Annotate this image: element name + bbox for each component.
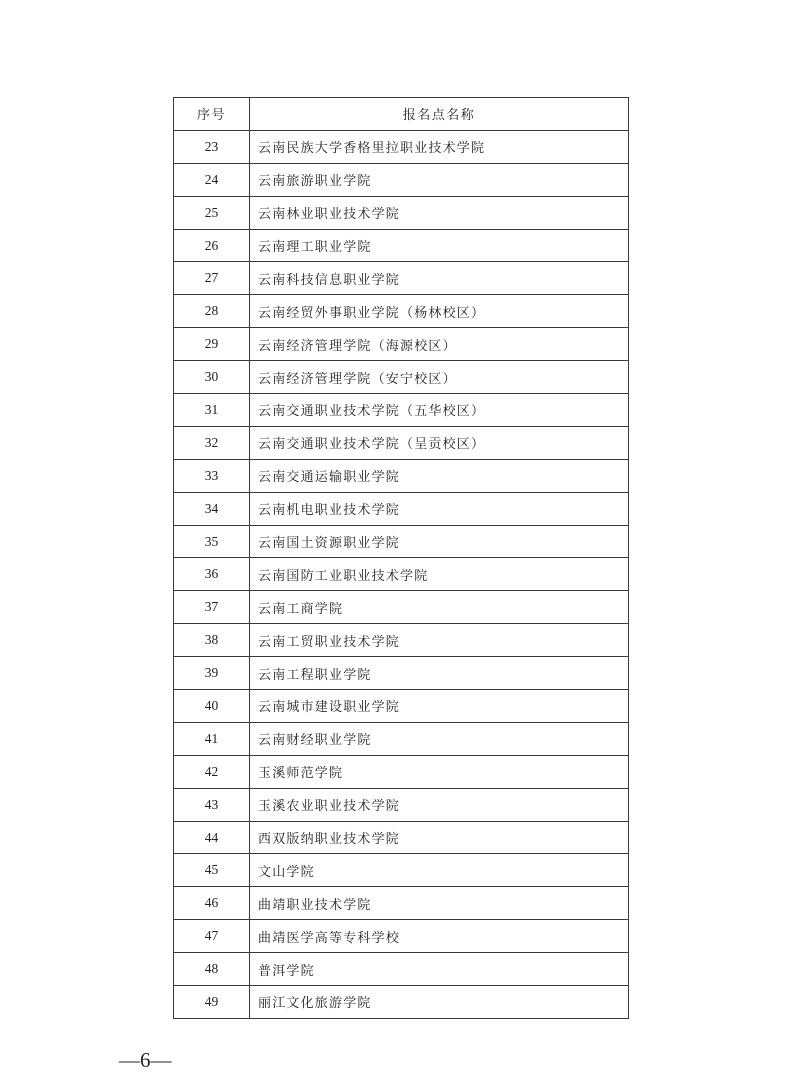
row-name: 云南国防工业职业技术学院 bbox=[250, 558, 629, 591]
row-index: 32 bbox=[174, 426, 250, 459]
row-index: 42 bbox=[174, 755, 250, 788]
table-row bbox=[174, 755, 629, 788]
table-row bbox=[174, 854, 629, 887]
table-row bbox=[174, 953, 629, 986]
table-body bbox=[174, 130, 629, 1018]
row-name: 云南民族大学香格里拉职业技术学院 bbox=[250, 130, 629, 163]
row-name: 云南财经职业学院 bbox=[250, 722, 629, 755]
row-name: 云南林业职业技术学院 bbox=[250, 196, 629, 229]
row-index: 35 bbox=[174, 525, 250, 558]
row-name: 玉溪师范学院 bbox=[250, 755, 629, 788]
table-row bbox=[174, 591, 629, 624]
table-row bbox=[174, 624, 629, 657]
row-name: 云南交通运输职业学院 bbox=[250, 459, 629, 492]
row-index: 23 bbox=[174, 130, 250, 163]
table-row bbox=[174, 295, 629, 328]
row-name: 西双版纳职业技术学院 bbox=[250, 821, 629, 854]
row-name: 云南经济管理学院（安宁校区） bbox=[250, 361, 629, 394]
row-name: 云南国土资源职业学院 bbox=[250, 525, 629, 558]
row-name: 云南工贸职业技术学院 bbox=[250, 624, 629, 657]
row-name: 云南工商学院 bbox=[250, 591, 629, 624]
table-row bbox=[174, 229, 629, 262]
table-row bbox=[174, 920, 629, 953]
table-row bbox=[174, 821, 629, 854]
row-index: 36 bbox=[174, 558, 250, 591]
table-row bbox=[174, 394, 629, 427]
row-name: 云南经贸外事职业学院（杨林校区） bbox=[250, 295, 629, 328]
row-index: 40 bbox=[174, 690, 250, 723]
row-index: 47 bbox=[174, 920, 250, 953]
row-name: 曲靖职业技术学院 bbox=[250, 887, 629, 920]
row-name: 云南旅游职业学院 bbox=[250, 163, 629, 196]
row-index: 43 bbox=[174, 788, 250, 821]
row-index: 25 bbox=[174, 196, 250, 229]
row-index: 31 bbox=[174, 394, 250, 427]
page-number: —6— bbox=[119, 1048, 172, 1072]
row-index: 41 bbox=[174, 722, 250, 755]
table-row bbox=[174, 558, 629, 591]
row-index: 38 bbox=[174, 624, 250, 657]
table-row bbox=[174, 690, 629, 723]
table-row bbox=[174, 459, 629, 492]
row-index: 26 bbox=[174, 229, 250, 262]
row-name: 玉溪农业职业技术学院 bbox=[250, 788, 629, 821]
table-header bbox=[174, 98, 629, 131]
table-row bbox=[174, 361, 629, 394]
table-row bbox=[174, 887, 629, 920]
table-row bbox=[174, 426, 629, 459]
row-index: 37 bbox=[174, 591, 250, 624]
table-row bbox=[174, 492, 629, 525]
header-row bbox=[174, 98, 629, 131]
table-row bbox=[174, 722, 629, 755]
registration-table bbox=[173, 97, 629, 1019]
row-index: 39 bbox=[174, 657, 250, 690]
row-index: 27 bbox=[174, 262, 250, 295]
row-name: 普洱学院 bbox=[250, 953, 629, 986]
row-name: 云南交通职业技术学院（五华校区） bbox=[250, 394, 629, 427]
row-index: 28 bbox=[174, 295, 250, 328]
row-index: 29 bbox=[174, 328, 250, 361]
row-index: 44 bbox=[174, 821, 250, 854]
table-row bbox=[174, 196, 629, 229]
row-index: 49 bbox=[174, 986, 250, 1019]
row-name: 云南经济管理学院（海源校区） bbox=[250, 328, 629, 361]
row-index: 48 bbox=[174, 953, 250, 986]
row-name: 文山学院 bbox=[250, 854, 629, 887]
row-name: 云南城市建设职业学院 bbox=[250, 690, 629, 723]
table-row bbox=[174, 986, 629, 1019]
row-index: 33 bbox=[174, 459, 250, 492]
table-row bbox=[174, 262, 629, 295]
table-row bbox=[174, 525, 629, 558]
row-name: 丽江文化旅游学院 bbox=[250, 986, 629, 1019]
row-index: 30 bbox=[174, 361, 250, 394]
row-index: 45 bbox=[174, 854, 250, 887]
row-index: 34 bbox=[174, 492, 250, 525]
table-row bbox=[174, 788, 629, 821]
row-index: 46 bbox=[174, 887, 250, 920]
table-row bbox=[174, 130, 629, 163]
table-row bbox=[174, 328, 629, 361]
row-name: 云南工程职业学院 bbox=[250, 657, 629, 690]
row-name: 云南机电职业技术学院 bbox=[250, 492, 629, 525]
table-row bbox=[174, 657, 629, 690]
row-index: 24 bbox=[174, 163, 250, 196]
row-name: 云南科技信息职业学院 bbox=[250, 262, 629, 295]
row-name: 曲靖医学高等专科学校 bbox=[250, 920, 629, 953]
header-name: 报名点名称 bbox=[250, 98, 629, 131]
header-index: 序号 bbox=[174, 98, 250, 131]
row-name: 云南交通职业技术学院（呈贡校区） bbox=[250, 426, 629, 459]
row-name: 云南理工职业学院 bbox=[250, 229, 629, 262]
table-row bbox=[174, 163, 629, 196]
